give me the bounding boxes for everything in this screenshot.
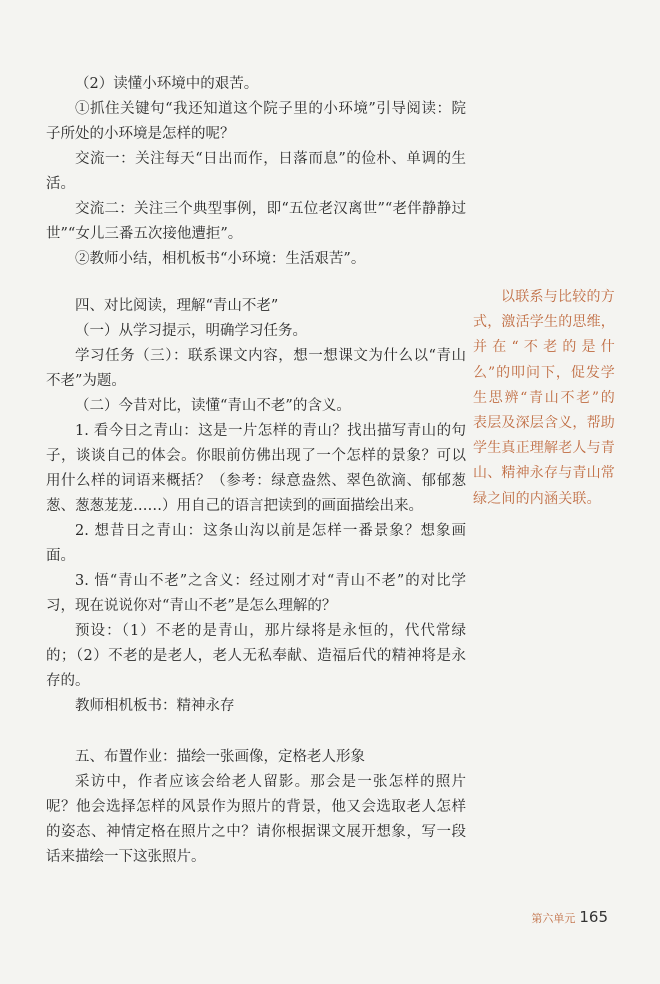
paragraph: （2）读懂小环境中的艰苦。 bbox=[75, 76, 259, 92]
paragraph: 教师相机板书：精神永存 bbox=[75, 698, 235, 714]
paragraph: ①抓住关键句“我还知道这个院子里的小环境”引导阅读：院子所处的小环境是怎样的呢？ bbox=[46, 101, 466, 142]
page-number: 165 bbox=[579, 908, 608, 926]
margin-note-text: 以联系与比较的方式，激活学生的思维，并在“不老的是什么”的叩问下，促发学生思辨“青山不老”的表层及深层含义，帮助学生真正理解老人与青山、精神永存与青山常绿之间的内涵关联。 bbox=[473, 289, 615, 507]
paragraph: （二）今昔对比，读懂“青山不老”的含义。 bbox=[75, 398, 351, 414]
paragraph: 交流一：关注每天“日出而作，日落而息”的俭朴、单调的生活。 bbox=[46, 151, 466, 192]
main-text-column bbox=[46, 72, 466, 870]
paragraph: 3. 悟“青山不老”之含义：经过刚才对“青山不老”的对比学习，现在说说你对“青山不老”是怎么理解的？ bbox=[46, 573, 466, 614]
paragraph: 预设：（1）不老的是青山，那片绿将是永恒的，代代常绿的；（2）不老的是老人，老人无私奉献、造福后代的精神将是永存的。 bbox=[46, 623, 466, 689]
paragraph: 交流二：关注三个典型事例，即“五位老汉离世”“老伴静静过世”“女儿三番五次接他遭拒”。 bbox=[46, 201, 466, 242]
paragraph: （一）从学习提示，明确学习任务。 bbox=[75, 323, 307, 339]
paragraph: 采访中，作者应该会给老人留影。那会是一张怎样的照片呢？他会选择怎样的风景作为照片的背景，他又会选取老人怎样的姿态、神情定格在照片之中？请你根据课文展开想象，写一段话来描绘一下这张照片。 bbox=[46, 774, 466, 865]
margin-note bbox=[473, 285, 615, 512]
paragraph: 学习任务（三）：联系课文内容，想一想课文为什么以“青山不老”为题。 bbox=[46, 348, 466, 389]
unit-label: 第六单元 bbox=[531, 912, 576, 925]
section-heading: 四、对比阅读，理解“青山不老” bbox=[75, 298, 279, 314]
paragraph: ②教师小结，相机板书“小环境：生活艰苦”。 bbox=[75, 251, 366, 267]
page-footer bbox=[531, 908, 608, 926]
paragraph: 1. 看今日之青山：这是一片怎样的青山？找出描写青山的句子，谈谈自己的体会。你眼前仿佛出现了一个怎样的景象？可以用什么样的词语来概括？（参考：绿意盎然、翠色欲滴、郁郁葱葱、葱葱茏茏……）用自己的语言把读到的画面描绘出来。 bbox=[46, 423, 466, 514]
paragraph: 2. 想昔日之青山：这条山沟以前是怎样一番景象？想象画面。 bbox=[46, 523, 466, 564]
section-heading: 五、布置作业：描绘一张画像，定格老人形象 bbox=[75, 749, 365, 765]
